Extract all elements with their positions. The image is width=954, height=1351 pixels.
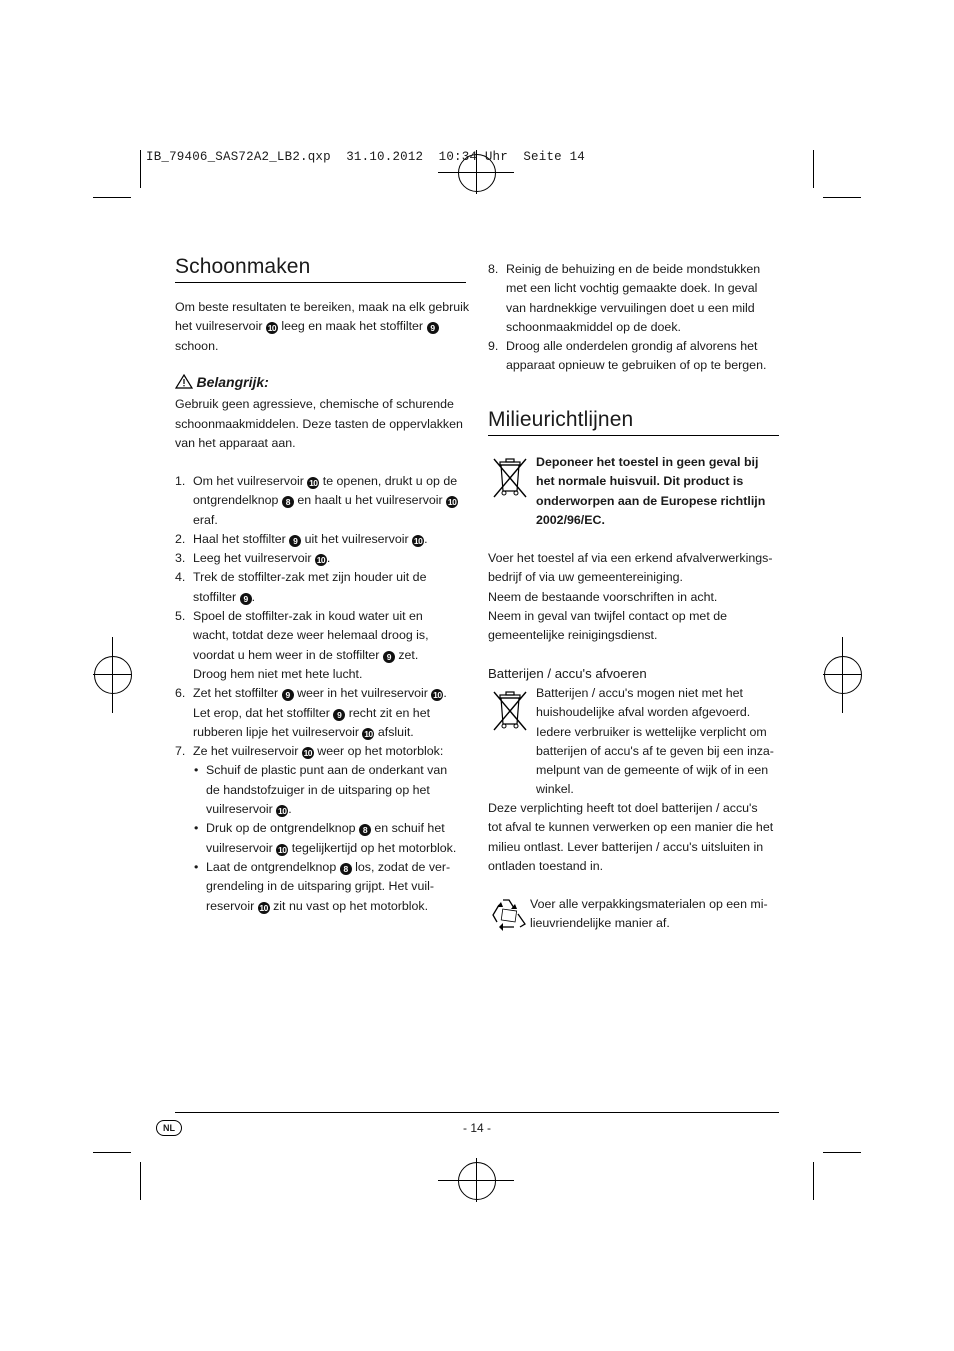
text-fragment: schoon.: [175, 338, 219, 353]
print-slug: IB_79406_SAS72A2_LB2.qxp 31.10.2012 10:34 Uhr Seite 14: [146, 150, 585, 164]
language-badge: NL: [156, 1120, 182, 1136]
section-heading-cleaning: Schoonmaken: [175, 255, 311, 278]
text-fragment: tegelijkertijd op het motorblok.: [291, 840, 457, 855]
part-number-badge: 10: [364, 728, 373, 739]
cleaning-steps: [175, 472, 470, 916]
text-fragment: [175, 337, 470, 356]
crop-mark: [93, 1152, 131, 1153]
text-fragment: 6.: [175, 686, 186, 701]
list-item: [175, 568, 470, 607]
text-fragment: en schuif het: [374, 821, 445, 836]
part-number-badge: 10: [309, 478, 318, 488]
text-fragment: Neem in geval van twijfel contact op met de: [488, 608, 727, 623]
text-fragment: Gebruik geen agressieve, chemische of schurende: [175, 397, 454, 412]
list-item: [193, 858, 470, 916]
list-item: [175, 472, 470, 530]
text-fragment: de handstofzuiger in de uitsparing op het: [206, 782, 430, 797]
text-fragment: rubberen lipje het vuilreservoir: [193, 724, 359, 739]
warning-triangle-icon: [175, 374, 193, 389]
part-number-badge: 10: [413, 535, 423, 546]
text-fragment: Om het vuilreservoir: [193, 474, 304, 488]
text-fragment: vuilreservoir: [206, 802, 273, 817]
list-item: [488, 260, 783, 337]
text-fragment: Droog alle onderdelen grondig af alvorens het: [506, 339, 758, 354]
text-fragment: onderworpen aan de Europese richtlijn: [536, 493, 766, 508]
list-item: [175, 530, 470, 549]
recycle-icon: [490, 896, 528, 932]
text-fragment: Spoel de stoffilter-zak in koud water uit en: [193, 609, 423, 624]
cleaning-steps-continued: [488, 260, 783, 376]
text-fragment: Om beste resultaten te bereiken, maak na elk gebruik: [175, 300, 470, 314]
part-number-badge: 10: [303, 748, 313, 759]
crop-mark: [140, 1162, 141, 1200]
part-badge: 9: [427, 322, 439, 334]
text-fragment: Schuif de plastic punt aan de onderkant van: [206, 763, 448, 778]
text-fragment: los, zodat de ver-: [355, 859, 451, 874]
heading-rule: [488, 435, 779, 436]
part-number-badge: 8: [359, 824, 371, 836]
part-number-badge: 10: [316, 555, 326, 566]
weee-notice: [536, 453, 786, 530]
text-fragment: vuilreservoir: [206, 840, 273, 855]
text-fragment: •: [194, 821, 199, 836]
text-fragment: [175, 317, 470, 336]
text-fragment: .: [443, 686, 447, 701]
crossed-bin-icon: [490, 455, 530, 499]
text-fragment: ontgrendelknop: [193, 493, 279, 508]
part-number-badge: 9: [333, 709, 345, 721]
text-fragment: Reinig de behuizing en de beide mondstukken: [506, 262, 761, 276]
text-fragment: .: [424, 531, 428, 546]
text-fragment: uit het vuilreservoir: [304, 531, 409, 546]
text-fragment: •: [194, 763, 199, 778]
text-fragment: melpunt van de gemeente of wijk of in een: [536, 763, 769, 778]
text-fragment: 5.: [175, 609, 186, 624]
list-item: [175, 742, 470, 916]
intro-paragraph: [175, 298, 470, 356]
text-fragment: schoonmaakmiddelen. Deze tasten de oppervlakken: [175, 416, 463, 431]
text-fragment: .: [288, 802, 292, 817]
text-fragment: en haalt u het vuilreservoir: [297, 493, 443, 508]
text-fragment: recht zit en het: [348, 705, 431, 720]
text-fragment: wacht, totdat deze weer helemaal droog is,: [193, 628, 429, 643]
crop-mark: [140, 150, 141, 188]
text-fragment: van hardnekkige vervuilingen doet u een mild: [506, 300, 755, 315]
text-fragment: Zet het stoffilter: [193, 686, 279, 701]
text-fragment: [175, 298, 470, 317]
text-fragment: grendeling in de uitsparing grijpt. Het vuil-: [206, 879, 434, 894]
text-fragment: 3.: [175, 551, 186, 566]
text-fragment: winkel.: [536, 782, 574, 797]
text-fragment: te openen, drukt u op de: [322, 474, 458, 488]
text-fragment: huishoudelijke afval worden afgevoerd.: [536, 705, 751, 720]
part-number-badge: 9: [240, 593, 252, 605]
text-fragment: Let erop, dat het stoffilter: [193, 705, 330, 720]
text-fragment: Voer het toestel af via een erkend afvalverwerkings-: [488, 551, 773, 565]
text-fragment: Haal het stoffilter: [193, 531, 286, 546]
text-fragment: Iedere verbruiker is wettelijke verplicht om: [536, 724, 767, 739]
text-fragment: met een licht vochtig gemaakte doek. In geval: [506, 281, 758, 296]
crop-mark: [823, 1152, 861, 1153]
list-item: [488, 337, 783, 376]
text-fragment: weer op het motorblok:: [317, 744, 444, 759]
part-number-badge: 9: [383, 651, 395, 663]
footer-rule: [175, 1112, 779, 1113]
text-fragment: .: [326, 551, 331, 566]
list-item: [175, 549, 470, 568]
crossed-bin-icon: [490, 688, 530, 732]
text-fragment: leeg en maak het stoffilter: [281, 319, 424, 334]
text-fragment: Batterijen / accu's mogen niet met het: [536, 686, 743, 700]
part-number-badge: 10: [278, 844, 287, 855]
part-number-badge: 10: [278, 806, 287, 817]
list-item: [193, 819, 470, 858]
list-item: [175, 607, 470, 684]
text-fragment: zet.: [398, 647, 419, 662]
text-fragment: bedrijf of via uw gemeentereiniging.: [488, 570, 683, 585]
text-fragment: Trek de stoffilter-zak met zijn houder uit de: [193, 570, 427, 585]
text-fragment: [175, 373, 470, 393]
battery-paragraph: [488, 799, 788, 876]
part-badge: 10: [267, 323, 277, 334]
text-fragment: Deponeer het toestel in geen geval bij: [536, 455, 759, 469]
text-fragment: milieu ontlast. Lever batterijen / accu's uitsluiten in: [488, 839, 764, 854]
text-fragment: 1.: [175, 474, 186, 488]
text-fragment: Voer alle verpakkingsmaterialen op een mi-: [530, 897, 768, 911]
text-fragment: schoonmaakmiddel op de doek.: [506, 319, 681, 334]
text-fragment: afsluit.: [377, 724, 414, 739]
text-fragment: 2.: [175, 531, 186, 546]
warning-title: Belangrijk:: [196, 374, 269, 390]
text-fragment: batterijen of accu's af te geven bij een inza-: [536, 743, 774, 758]
part-number-badge: 10: [259, 902, 268, 913]
page-number: - 14 -: [462, 1121, 491, 1135]
text-fragment: van het apparaat aan.: [175, 435, 296, 450]
part-number-badge: 10: [447, 497, 457, 508]
section-heading-environment: Milieurichtlijnen: [488, 408, 634, 431]
text-fragment: lieuvriendelijke manier af.: [530, 916, 670, 931]
warning-block: [175, 373, 470, 453]
text-fragment: •: [194, 859, 199, 874]
list-item: [193, 761, 470, 819]
heading-rule: [175, 282, 466, 283]
text-fragment: Druk op de ontgrendelknop: [206, 821, 356, 836]
text-fragment: reservoir: [206, 898, 255, 913]
text-fragment: Droog hem niet met hete lucht.: [193, 666, 363, 681]
part-number-badge: 8: [340, 863, 352, 875]
text-fragment: het vuilreservoir: [175, 319, 263, 334]
text-fragment: 2002/96/EC.: [536, 512, 605, 527]
text-fragment: Ze het vuilreservoir: [193, 744, 299, 759]
battery-notice: [536, 684, 786, 800]
text-fragment: ontladen toestand in.: [488, 858, 604, 873]
text-fragment: het normale huisvuil. Dit product is: [536, 474, 744, 489]
text-fragment: gemeentelijke reinigingsdienst.: [488, 628, 658, 643]
text-fragment: .: [251, 589, 256, 604]
text-fragment: zit nu vast op het motorblok.: [273, 898, 429, 913]
text-fragment: 7.: [175, 744, 186, 759]
text-fragment: 8.: [488, 262, 499, 276]
crop-mark: [823, 197, 861, 198]
disposal-paragraph: [488, 549, 788, 645]
crop-mark: [813, 150, 814, 188]
list-item: [175, 684, 470, 742]
text-fragment: 9.: [488, 339, 499, 354]
text-fragment: eraf.: [193, 512, 218, 527]
part-number-badge: 9: [289, 535, 301, 547]
text-fragment: Neem de bestaande voorschriften in acht.: [488, 589, 718, 604]
text-fragment: weer in het vuilreservoir: [297, 686, 428, 701]
part-number-badge: 8: [282, 496, 294, 508]
text-fragment: voordat u hem weer in de stoffilter: [193, 647, 380, 662]
text-fragment: tot afval te kunnen verwerken op een manier die het: [488, 820, 774, 835]
text-fragment: Laat de ontgrendelknop: [206, 859, 337, 874]
battery-heading: Batterijen / accu's afvoeren: [488, 666, 647, 681]
part-number-badge: 9: [282, 689, 294, 701]
part-number-badge: 10: [433, 690, 442, 701]
text-fragment: Leeg het vuilreservoir: [193, 551, 312, 566]
text-fragment: Deze verplichting heeft tot doel batterijen / accu's: [488, 801, 758, 815]
text-fragment: stoffilter: [193, 589, 237, 604]
text-fragment: 4.: [175, 570, 186, 585]
crop-mark: [813, 1162, 814, 1200]
packaging-notice: [530, 895, 785, 934]
text-fragment: apparaat opnieuw te gebruiken of op te bergen.: [506, 358, 767, 373]
crop-mark: [93, 197, 131, 198]
